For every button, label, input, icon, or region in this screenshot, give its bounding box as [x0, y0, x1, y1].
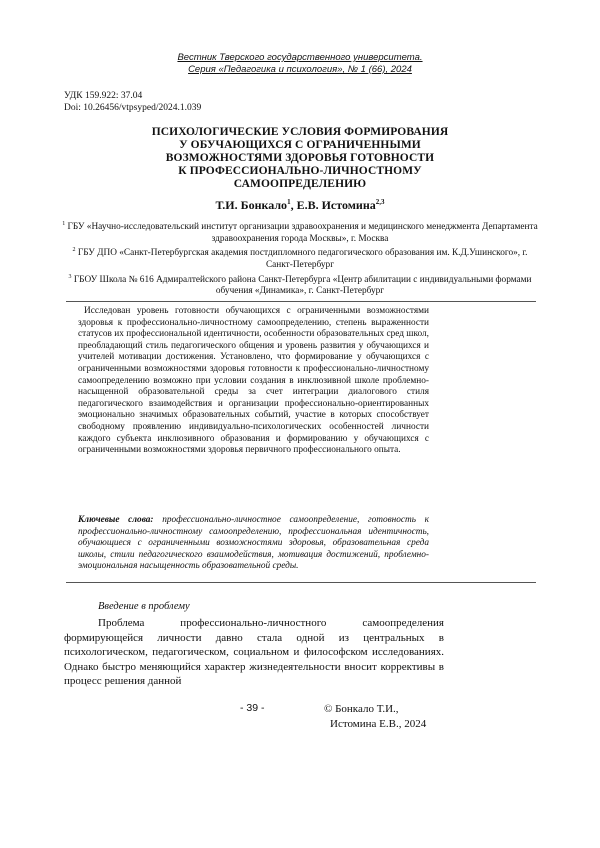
affiliations [60, 219, 540, 298]
title-line: САМООПРЕДЕЛЕНИЮ [233, 178, 367, 190]
title-line: ВОЗМОЖНОСТЯМИ ЗДОРОВЬЯ ГОТОВНОСТИ [165, 152, 435, 164]
authors [0, 198, 600, 213]
title-line: У ОБУЧАЮЩИХСЯ С ОГРАНИЧЕННЫМИ [179, 139, 421, 151]
body-paragraph: Проблема профессионально-личностного самоопределения формирующейся личности давно стала одной из центральных в психологическом, педагогическом, социальном и философском исследованиях. Однако быстро меняющийся характер жизнедеятельности вносит коррективы в процесс решения данной [64, 617, 444, 688]
title-line: ПСИХОЛОГИЧЕСКИЕ УСЛОВИЯ ФОРМИРОВАНИЯ [151, 126, 449, 138]
keywords [78, 515, 429, 573]
journal-header [0, 52, 600, 76]
abstract-text: Исследован уровень готовности обучающихся с ограниченными возможностями здоровья к профессионально-личностному самоопределению, степень выраженности статусов их профессиональной идентичности, особенности образовательных сред школ, преобладающий стиль педагогического общения и уровень развития у обучающихся и учителей мотивации достижения. Установлено, что формирование у обучающихся с ограниченными возможностями здоровья готовности к профессионально-личностному самоопределению возможно при условии создания в инклюзивной школе проблемно-насыщенной образовательной среды за счет интеграции диалогового стиля педагогического взаимодействия и организации профессионально-ориентированных эмоционально значимых образовательных событий, участие в которых способствует свободному проявлению индивидуально-психологических особенностей личности каждого субъекта инклюзивного образования и формированию у обучающихся с ограниченными возможностями здоровья первичного профессионального опыта. [78, 306, 429, 456]
affiliation-sup: 1 [62, 221, 66, 227]
affiliation-item [60, 219, 540, 245]
doi: Doi: 10.26456/vtpsyped/2024.1.039 [64, 103, 202, 113]
author-1-sup: 1 [287, 198, 291, 206]
copyright-line: Истомина Е.В., 2024 [330, 717, 427, 730]
article-meta [64, 90, 201, 114]
keywords-text: профессионально-личностное самоопределение, готовность к профессионально-личностному самоопределению, профессиональная идентичность, обучающиеся с ограниченными возможностями здоровья, образовательная среда школы, стили педагогического взаимодействия, мотивация достижений, проблемно-эмоциональная насыщенность образовательной среды. [78, 515, 429, 572]
udk-code: УДК 159.922: 37.04 [64, 91, 143, 101]
journal-series: Серия «Педагогика и психология», № 1 (66), 2024 [188, 64, 412, 75]
keywords-label: Ключевые слова: [78, 515, 154, 525]
abstract [78, 306, 429, 457]
article-title [100, 126, 500, 191]
author-separator: , [290, 198, 297, 212]
author-2-sup: 2,3 [375, 198, 385, 206]
copyright [324, 702, 426, 731]
affiliation-sup: 2 [72, 247, 76, 254]
affiliation-text: ГБОУ Школа № 616 Адмиралтейского района Санкт-Петербурга «Центр абилитации с индивидуальными формами обучения «Динамика», г. Санкт-Петербург [73, 274, 532, 297]
copyright-line: © Бонкало Т.И., [324, 703, 399, 715]
journal-title: Вестник Тверского государственного университета. [177, 52, 423, 63]
affiliation-item [60, 272, 540, 298]
affiliation-text: ГБУ «Научно-исследовательский институт организации здравоохранения и медицинского менеджмента Департамента здравоохранения города Москвы», г. Москва [67, 222, 538, 244]
author-1: Т.И. Бонкало [215, 198, 288, 212]
author-2: Е.В. Истомина [296, 198, 376, 212]
affiliation-sup: 3 [68, 273, 72, 280]
affiliation-text: ГБУ ДПО «Санкт-Петербургская академия постдипломного педагогического образования им. К.Д.Ушинского», г. Санкт-Петербург [77, 248, 528, 270]
page-number: - 39 - [240, 702, 265, 714]
section-heading: Введение в проблему [98, 601, 190, 612]
affiliation-item [60, 245, 540, 271]
title-line: К ПРОФЕССИОНАЛЬНО-ЛИЧНОСТНОМУ [178, 165, 422, 177]
